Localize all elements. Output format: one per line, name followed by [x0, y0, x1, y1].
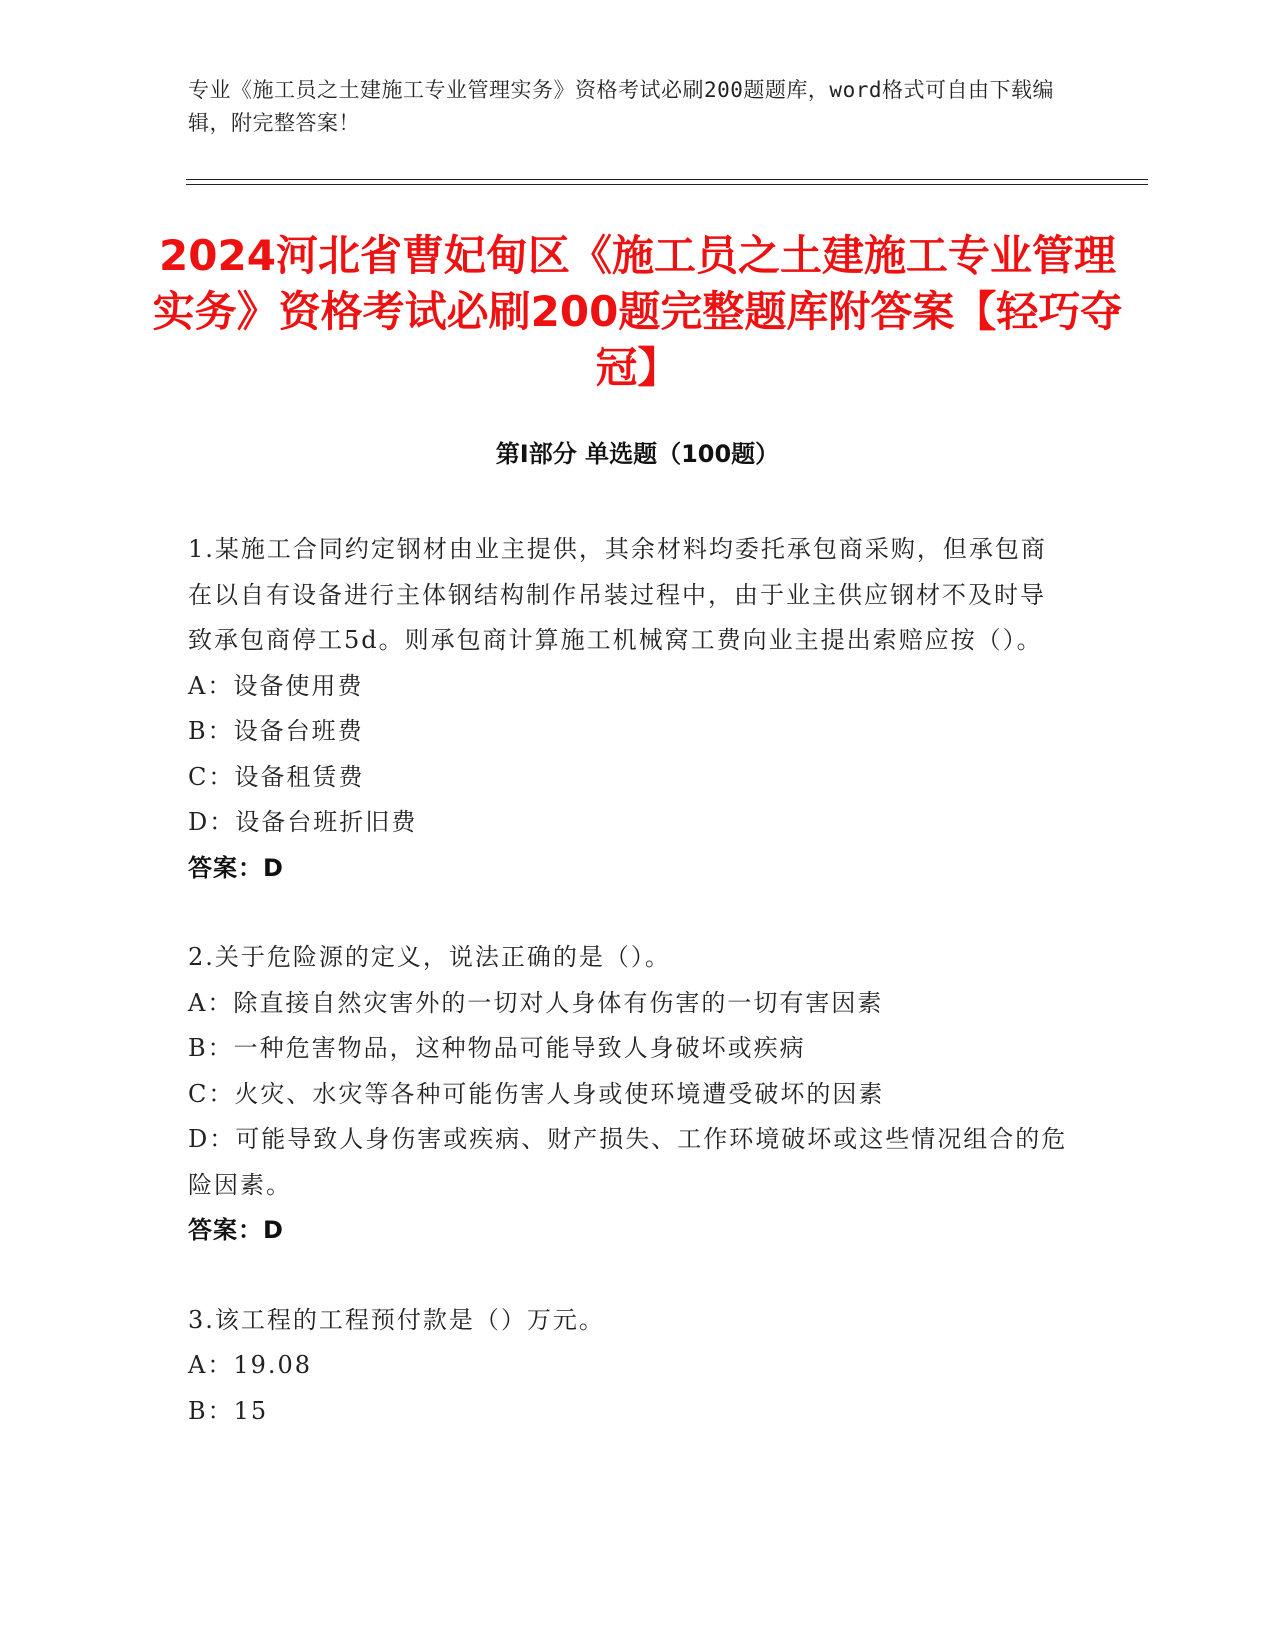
question-list [188, 527, 1068, 1434]
option-c: C：设备租赁费 [188, 762, 365, 791]
option-d: D：设备台班折旧费 [188, 808, 418, 836]
answer-label: 答案：D [188, 853, 284, 882]
answer-label: 答案：D [188, 1216, 284, 1244]
question-stem: 3.该工程的工程预付款是（）万元。 [188, 1305, 605, 1334]
question-3 [188, 1298, 1068, 1435]
header-note: 专业《施工员之土建施工专业管理实务》资格考试必刷200题题库，word格式可自由下载编辑，附完整答案！ [188, 78, 1054, 135]
option-d: D：可能导致人身伤害或疾病、财产损失、工作环境破坏或这些情况组合的危险因素。 [188, 1125, 1068, 1199]
option-a: A：19.08 [188, 1351, 313, 1379]
option-c: C：火灾、水灾等各种可能伤害人身或使环境遭受破坏的因素 [188, 1079, 885, 1108]
option-b: B：一种危害物品，这种物品可能导致人身破坏或疾病 [188, 1034, 806, 1062]
option-a: A：除直接自然灾害外的一切对人身体有伤害的一切有害因素 [188, 988, 884, 1017]
option-b: B：设备台班费 [188, 717, 364, 745]
document-title: 2024河北省曹妃甸区《施工员之土建施工专业管理实务》资格考试必刷200题完整题库附答案【轻巧夺冠】 [152, 231, 1123, 392]
question-stem: 2.关于危险源的定义，说法正确的是（）。 [188, 943, 671, 971]
question-2 [188, 935, 1068, 1254]
header-divider-secondary [186, 184, 1148, 185]
question-1 [188, 527, 1068, 891]
option-a: A：设备使用费 [188, 671, 364, 700]
header-divider [186, 179, 1148, 180]
section-title: 第Ⅰ部分 单选题（100题） [495, 440, 780, 468]
question-stem: 1.某施工合同约定钢材由业主提供，其余材料均委托承包商采购，但承包商在以自有设备进行主体钢结构制作吊装过程中，由于业主供应钢材不及时导致承包商停工5d。则承包商计算施工机械窝工费向业主提出索赔应按（）。 [188, 535, 1047, 654]
option-b: B：15 [188, 1396, 269, 1425]
